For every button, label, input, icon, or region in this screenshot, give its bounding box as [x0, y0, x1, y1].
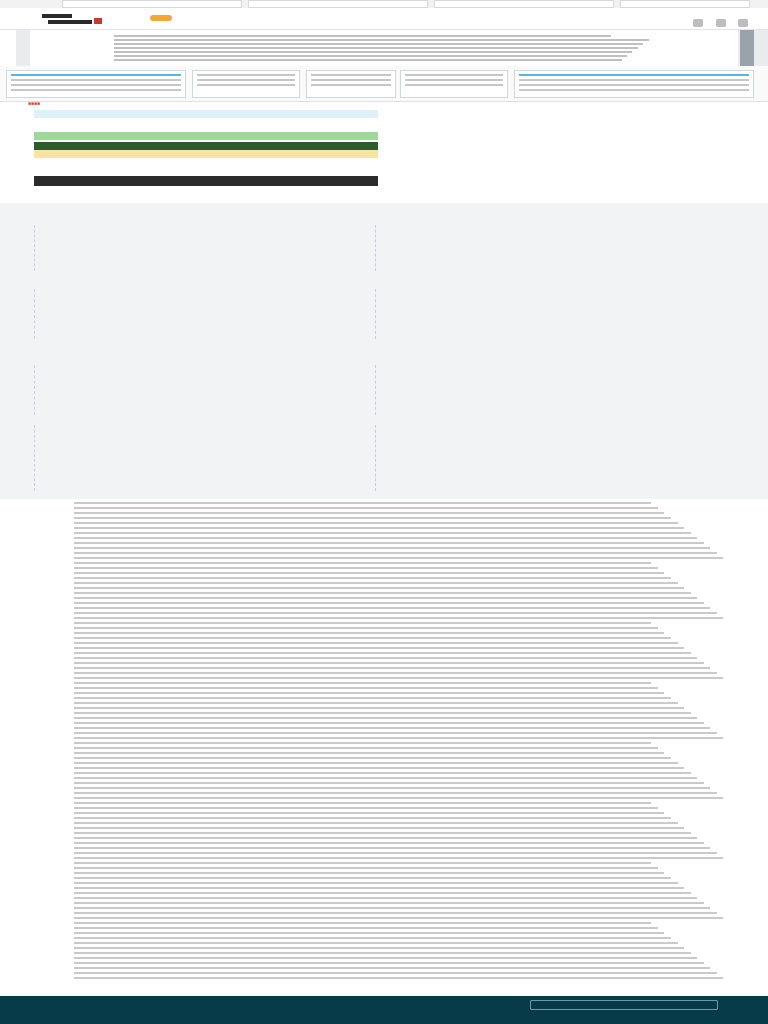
text-line	[74, 517, 671, 519]
text-line	[74, 857, 723, 859]
text-line	[74, 692, 664, 694]
text-line	[74, 652, 691, 654]
text-line	[114, 51, 632, 53]
text-line	[74, 827, 684, 829]
text-line	[74, 577, 671, 579]
strip-thumb[interactable]	[248, 0, 428, 8]
text-line	[74, 927, 658, 929]
text-line	[74, 777, 697, 779]
text-line	[74, 572, 664, 574]
text-line	[74, 762, 678, 764]
related-thumb[interactable]	[192, 70, 300, 98]
text-line	[74, 867, 658, 869]
text-line	[74, 557, 723, 559]
notification-icon[interactable]	[716, 19, 726, 27]
search-icon	[150, 15, 172, 21]
text-line	[74, 592, 691, 594]
document-preview	[0, 30, 768, 66]
text-line	[74, 937, 671, 939]
text-line	[114, 59, 622, 61]
language-selector[interactable]	[530, 1000, 718, 1010]
text-line	[74, 722, 704, 724]
related-thumb[interactable]	[514, 70, 754, 98]
text-line	[74, 752, 664, 754]
text-line	[74, 797, 723, 799]
text-line	[74, 947, 684, 949]
text-line	[74, 837, 697, 839]
text-line	[74, 717, 697, 719]
text-line	[74, 647, 684, 649]
text-line	[74, 902, 704, 904]
section-box	[34, 425, 376, 491]
text-line	[74, 887, 684, 889]
site-header	[0, 8, 768, 30]
text-line	[114, 55, 627, 57]
text-line	[114, 47, 638, 49]
search-area[interactable]	[150, 12, 450, 24]
text-line	[74, 502, 651, 504]
text-line	[74, 667, 710, 669]
text-line	[74, 562, 651, 564]
text-line	[74, 642, 678, 644]
strip-thumb[interactable]	[434, 0, 614, 8]
text-line	[74, 702, 678, 704]
text-line	[114, 39, 649, 41]
text-line	[74, 687, 658, 689]
cover-row	[34, 142, 378, 150]
text-line	[74, 677, 723, 679]
text-line	[114, 35, 611, 37]
section-box	[34, 365, 376, 415]
text-line	[74, 527, 684, 529]
related-thumb[interactable]	[400, 70, 508, 98]
upload-icon[interactable]	[693, 19, 703, 27]
text-line	[74, 897, 697, 899]
section-box	[34, 225, 376, 271]
text-line	[74, 787, 710, 789]
text-line	[74, 622, 651, 624]
cover-row	[34, 122, 378, 130]
text-line	[74, 707, 684, 709]
strip-thumb[interactable]	[62, 0, 242, 8]
site-footer	[0, 996, 768, 1024]
text-line	[74, 877, 671, 879]
document-page[interactable]	[30, 30, 738, 66]
text-line	[74, 672, 717, 674]
text-line	[74, 757, 671, 759]
related-thumb[interactable]	[306, 70, 396, 98]
text-line	[74, 732, 717, 734]
text-line	[74, 957, 697, 959]
text-line	[74, 537, 697, 539]
text-line	[74, 747, 658, 749]
text-line	[114, 43, 643, 45]
text-line	[74, 952, 691, 954]
text-line	[74, 832, 691, 834]
section-box	[34, 289, 376, 339]
text-line	[74, 922, 651, 924]
text-line	[74, 697, 671, 699]
text-line	[74, 967, 710, 969]
text-line	[74, 567, 658, 569]
text-line	[74, 962, 704, 964]
text-line	[74, 632, 664, 634]
text-line	[74, 882, 678, 884]
text-line	[74, 842, 704, 844]
text-line	[74, 597, 697, 599]
text-line	[74, 727, 710, 729]
document-cover[interactable]	[30, 110, 376, 188]
text-line	[74, 742, 651, 744]
text-line	[74, 942, 678, 944]
text-line	[74, 637, 671, 639]
recommendations-section	[0, 203, 768, 499]
text-line	[74, 607, 710, 609]
text-line	[74, 852, 717, 854]
text-line	[74, 872, 664, 874]
cover-row	[34, 162, 378, 170]
text-line	[74, 972, 717, 974]
text-line	[74, 657, 697, 659]
text-line	[74, 802, 651, 804]
text-line	[74, 737, 723, 739]
text-line	[74, 512, 664, 514]
text-line	[74, 617, 723, 619]
text-line	[74, 682, 651, 684]
text-line	[74, 812, 664, 814]
text-line	[74, 547, 710, 549]
text-line	[74, 532, 691, 534]
text-line	[74, 807, 658, 809]
subnav-accent[interactable]: ■■■■	[28, 101, 41, 107]
text-line	[74, 817, 671, 819]
text-line	[74, 602, 704, 604]
scrollbar[interactable]	[740, 30, 754, 66]
text-line	[74, 542, 704, 544]
text-line	[74, 552, 717, 554]
text-line	[74, 907, 710, 909]
sub-navigation[interactable]	[28, 101, 40, 107]
cover-row	[34, 150, 378, 158]
thumbnail-row	[0, 66, 768, 102]
strip-thumb[interactable]	[620, 0, 750, 8]
text-line	[74, 932, 664, 934]
document-info	[402, 112, 732, 114]
text-line	[74, 772, 691, 774]
text-line	[74, 862, 651, 864]
text-line	[74, 792, 717, 794]
text-line	[74, 507, 658, 509]
text-line	[74, 627, 658, 629]
text-line	[74, 912, 717, 914]
text-line	[74, 522, 678, 524]
text-line	[74, 917, 723, 919]
text-line	[74, 892, 691, 894]
text-line	[74, 847, 710, 849]
text-line	[74, 582, 678, 584]
text-line	[74, 587, 684, 589]
text-line	[74, 767, 684, 769]
text-line	[74, 662, 704, 664]
text-line	[74, 712, 691, 714]
text-line	[74, 612, 717, 614]
cover-row	[34, 110, 378, 118]
document-text	[74, 502, 730, 992]
text-line	[74, 782, 704, 784]
text-line	[74, 822, 678, 824]
text-line	[74, 977, 723, 979]
cover-row	[34, 132, 378, 140]
cover-row	[34, 176, 378, 186]
related-thumb[interactable]	[6, 70, 186, 98]
user-icon[interactable]	[738, 19, 748, 27]
site-logo[interactable]	[42, 12, 104, 26]
top-thumbnail-strip	[0, 0, 768, 8]
